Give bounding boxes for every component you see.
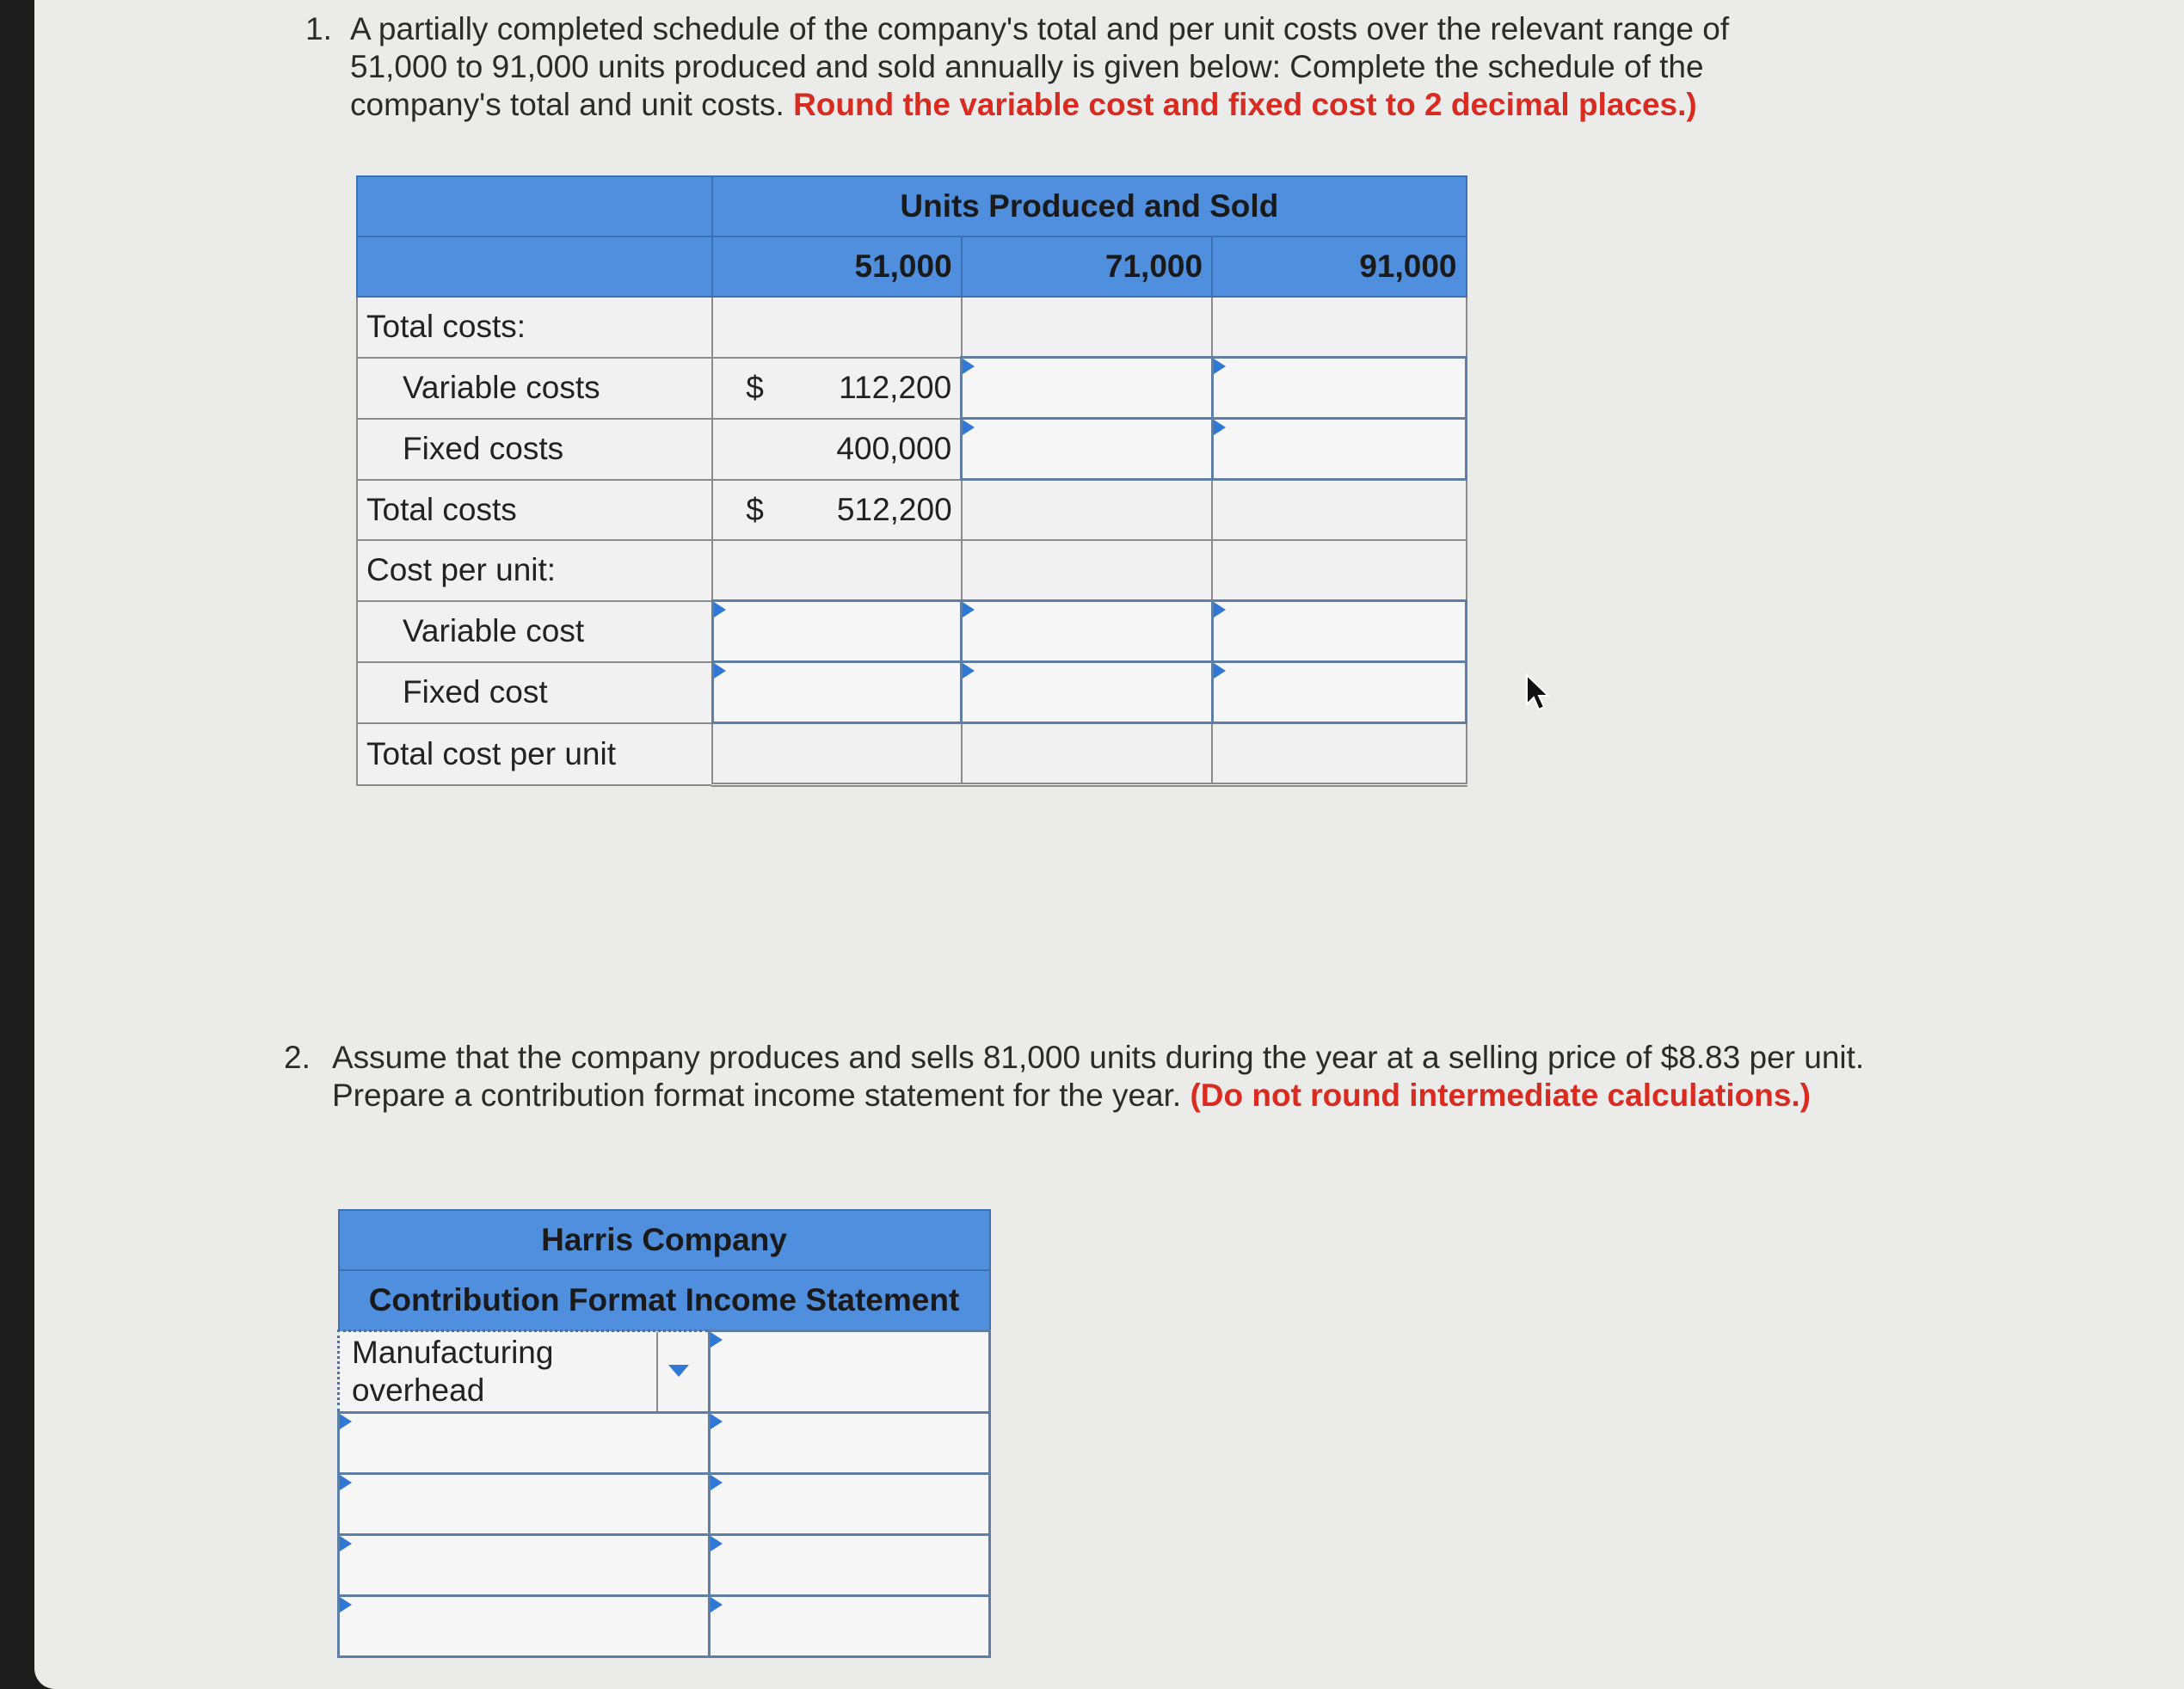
- fixed-cost-per-unit-91000-input[interactable]: [1212, 662, 1466, 723]
- total-costs-51000: [712, 480, 961, 541]
- variable-costs-51000: [712, 358, 961, 419]
- variable-costs-51000-value: 112,200: [839, 370, 952, 405]
- blank-cell: [962, 540, 1212, 601]
- fixed-costs-label: Fixed costs: [357, 419, 712, 480]
- header-corner: [357, 176, 712, 236]
- variable-cost-per-unit-51000-input[interactable]: [712, 601, 961, 662]
- dropdown-separator: [656, 1332, 658, 1411]
- statement-title: Contribution Format Income Statement: [339, 1270, 990, 1331]
- page: [34, 0, 2184, 1689]
- total-costs-71000: [962, 480, 1212, 541]
- question-1-text: [350, 10, 1830, 124]
- total-costs-section-label: Total costs:: [357, 297, 712, 358]
- variable-costs-91000-input[interactable]: [1212, 358, 1466, 419]
- blank-cell: [1212, 297, 1466, 358]
- fixed-costs-91000-input[interactable]: [1212, 419, 1466, 480]
- line-item-label-input-2[interactable]: [339, 1413, 710, 1474]
- line-item-amount-input-4[interactable]: [710, 1535, 990, 1596]
- question-1-number: 1.: [305, 11, 332, 46]
- total-costs-91000: [1212, 480, 1466, 541]
- fixed-cost-per-unit-71000-input[interactable]: [962, 662, 1212, 723]
- column-91000: 91,000: [1212, 236, 1466, 297]
- header-corner-2: [357, 236, 712, 297]
- line-item-amount-input-5[interactable]: [710, 1596, 990, 1657]
- cost-per-unit-section-label: Cost per unit:: [357, 540, 712, 601]
- variable-cost-per-unit-91000-input[interactable]: [1212, 601, 1466, 662]
- total-cost-per-unit-label: Total cost per unit: [357, 723, 712, 785]
- dropdown-selected-value: Manufacturing overhead: [352, 1335, 554, 1408]
- fixed-costs-51000: [712, 419, 961, 480]
- line-item-label-input-5[interactable]: [339, 1596, 710, 1657]
- blank-cell: [712, 540, 961, 601]
- question-2: [284, 1039, 1918, 1159]
- column-71000: 71,000: [962, 236, 1212, 297]
- total-cost-per-unit-91000: [1212, 723, 1466, 785]
- cost-schedule-table: [356, 175, 1467, 787]
- mouse-cursor-icon: [1525, 673, 1551, 713]
- line-item-label-input-3[interactable]: [339, 1474, 710, 1535]
- question-2-text: [332, 1039, 1915, 1115]
- units-header: Units Produced and Sold: [712, 176, 1466, 236]
- variable-cost-per-unit-71000-input[interactable]: [962, 601, 1212, 662]
- column-51000: 51,000: [712, 236, 961, 297]
- income-statement-table: [337, 1209, 991, 1658]
- variable-cost-label: Variable cost: [357, 601, 712, 662]
- question-2-rounding-note: (Do not round intermediate calculations.): [1190, 1078, 1812, 1113]
- question-1-rounding-note: Round the variable cost and fixed cost to 2 decimal places.): [793, 87, 1697, 122]
- company-name: Harris Company: [339, 1210, 990, 1270]
- total-costs-51000-value: 512,200: [836, 491, 952, 527]
- chevron-down-icon[interactable]: [668, 1365, 689, 1377]
- blank-cell: [1212, 540, 1466, 601]
- question-1-instructions: A partially completed schedule of the company's total and per unit costs over the relevant range of 51,000 to 91,000 units produced and sold annually is given below: Complete the schedule of the company's total and unit costs.: [350, 11, 1730, 122]
- line-item-amount-input-2[interactable]: [710, 1413, 990, 1474]
- dollar-sign: $: [746, 491, 764, 527]
- total-cost-per-unit-71000: [962, 723, 1212, 785]
- question-1: [305, 10, 1836, 131]
- variable-costs-71000-input[interactable]: [962, 358, 1212, 419]
- fixed-cost-label: Fixed cost: [357, 662, 712, 723]
- line-item-dropdown[interactable]: [339, 1331, 710, 1413]
- question-2-number: 2.: [284, 1040, 311, 1075]
- line-item-amount-input-1[interactable]: [710, 1331, 990, 1413]
- blank-cell: [712, 297, 961, 358]
- total-costs-row-label: Total costs: [357, 480, 712, 541]
- fixed-costs-51000-value: 400,000: [836, 431, 952, 466]
- line-item-amount-input-3[interactable]: [710, 1474, 990, 1535]
- fixed-cost-per-unit-51000-input[interactable]: [712, 662, 961, 723]
- dollar-sign: $: [746, 370, 764, 405]
- total-cost-per-unit-51000: [712, 723, 961, 785]
- variable-costs-label: Variable costs: [357, 358, 712, 419]
- line-item-label-input-4[interactable]: [339, 1535, 710, 1596]
- blank-cell: [962, 297, 1212, 358]
- question-2-instructions: Assume that the company produces and sells 81,000 units during the year at a selling price of $8.83 per unit. Prepare a contribution format income statement for the year.: [332, 1040, 1865, 1113]
- fixed-costs-71000-input[interactable]: [962, 419, 1212, 480]
